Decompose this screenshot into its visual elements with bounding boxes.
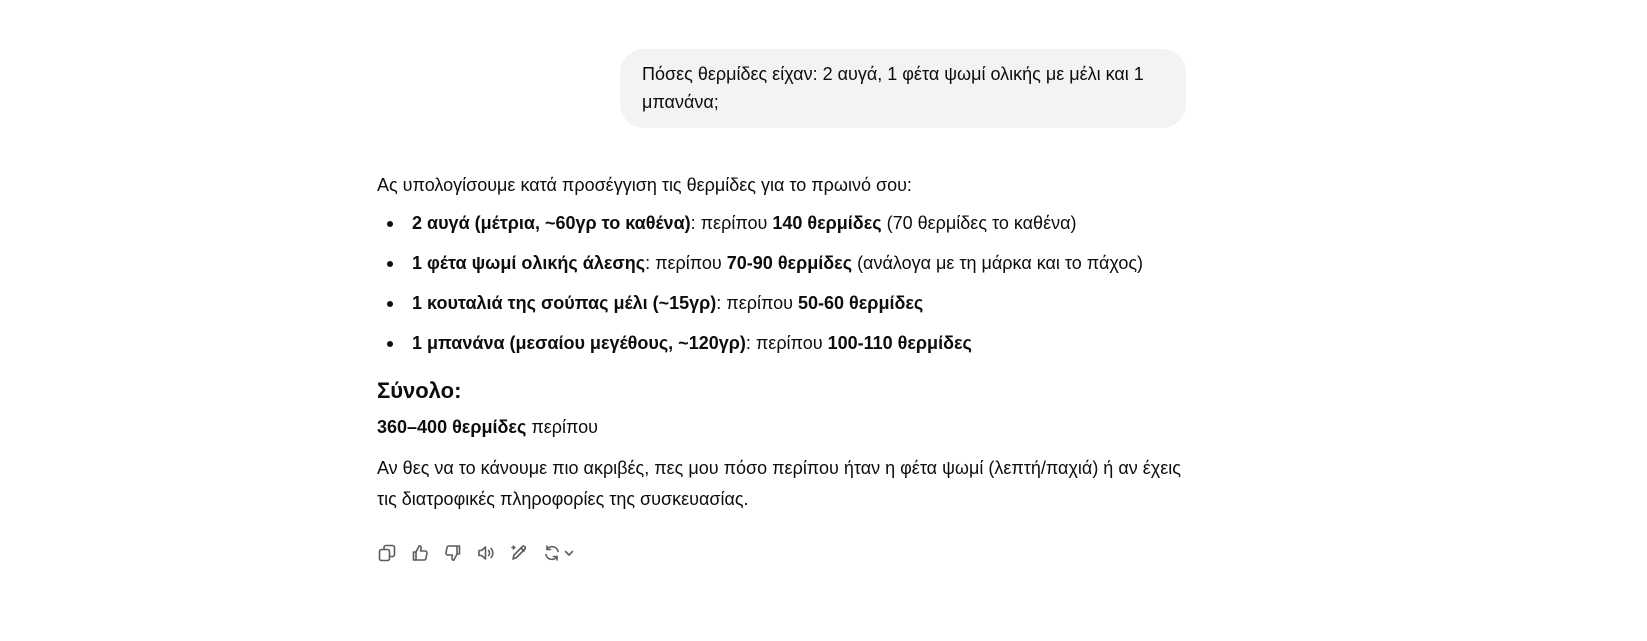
item-name: 1 μπανάνα (μεσαίου μεγέθους, ~120γρ) [412, 333, 746, 353]
total-line [377, 413, 1197, 441]
followup-text: Αν θες να το κάνουμε πιο ακριβές, πες μου πόσο περίπου ήταν η φέτα ψωμί (λεπτή/παχιά) ή αν έχεις τις διατροφικές πληροφορίες της συσκευασίας. [377, 458, 1181, 509]
thumbs-down-button[interactable] [443, 541, 476, 565]
thumbs-up-button[interactable] [410, 541, 443, 565]
thumbs-down-icon [443, 543, 463, 563]
assistant-intro: Ας υπολογίσουμε κατά προσέγγιση τις θερμίδες για το πρωινό σου: [377, 175, 912, 195]
item-name: 1 κουταλιά της σούπας μέλι (~15γρ) [412, 293, 717, 313]
user-message-text: Πόσες θερμίδες είχαν: 2 αυγά, 1 φέτα ψωμί ολικής με μέλι και 1 μπανάνα; [642, 64, 1144, 112]
edit-button[interactable] [509, 541, 542, 565]
read-aloud-icon [476, 543, 496, 563]
item-name: 1 φέτα ψωμί ολικής άλεσης [412, 253, 646, 273]
item-separator: : περίπου [645, 253, 727, 273]
item-note: (70 θερμίδες το καθένα) [881, 213, 1077, 233]
list-item [377, 209, 1197, 249]
total-heading: Σύνολο: [377, 378, 462, 403]
regenerate-button[interactable] [542, 541, 582, 565]
regenerate-icon [542, 543, 562, 563]
user-message-bubble [620, 49, 1186, 128]
copy-icon [377, 543, 397, 563]
item-calories: 140 θερμίδες [772, 213, 882, 233]
assistant-message [377, 171, 1197, 515]
thumbs-up-icon [410, 543, 430, 563]
read-aloud-button[interactable] [476, 541, 509, 565]
total-suffix: περίπου [526, 417, 599, 437]
item-separator: : περίπου [690, 213, 773, 233]
list-item [377, 249, 1197, 289]
item-separator: : περίπου [745, 333, 828, 353]
item-separator: : περίπου [716, 293, 798, 313]
chevron-down-icon [563, 547, 575, 559]
list-item [377, 329, 1197, 369]
item-calories: 100-110 θερμίδες [827, 333, 972, 353]
edit-icon [509, 543, 529, 563]
copy-button[interactable] [377, 541, 410, 565]
item-calories: 70-90 θερμίδες [726, 253, 853, 273]
item-calories: 50-60 θερμίδες [798, 293, 924, 313]
list-item [377, 289, 1197, 329]
message-actions [377, 541, 582, 565]
item-name: 2 αυγά (μέτρια, ~60γρ το καθένα) [412, 213, 691, 233]
item-note: (ανάλογα με τη μάρκα και το πάχος) [852, 253, 1144, 273]
calorie-list [377, 209, 1197, 369]
total-value: 360–400 θερμίδες [377, 417, 527, 437]
